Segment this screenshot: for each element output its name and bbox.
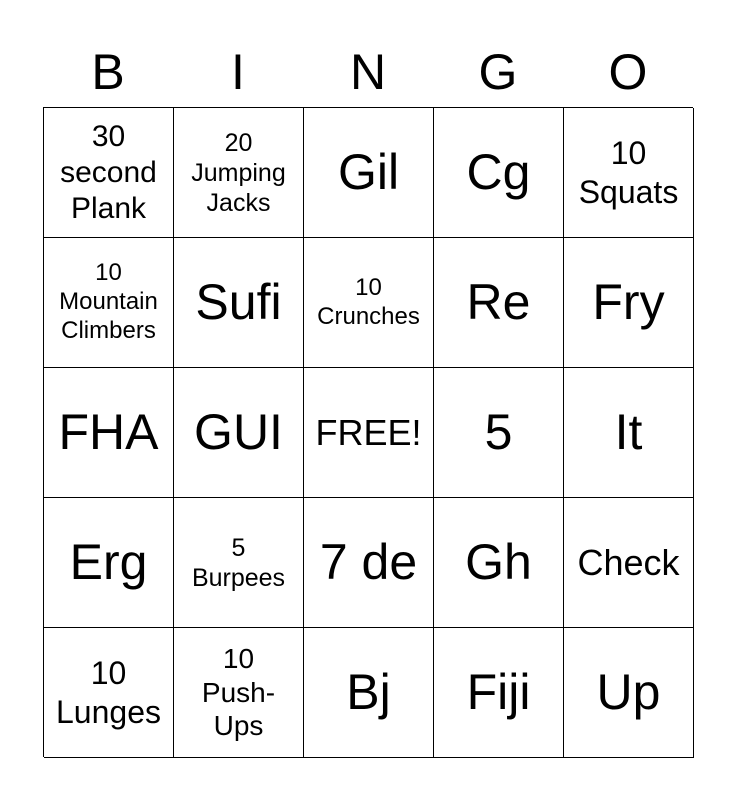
- header-letter-o: O: [608, 44, 648, 100]
- bingo-cell-r1-c4[interactable]: [564, 238, 694, 368]
- bingo-cell-r4-c2[interactable]: [304, 628, 434, 758]
- cell-text: Fry: [592, 274, 665, 330]
- bingo-cell-r1-c3[interactable]: [434, 238, 564, 368]
- cell-text: 10 Push- Ups: [201, 643, 276, 742]
- cell-text: Check: [577, 541, 680, 583]
- bingo-cell-r1-c2[interactable]: [304, 238, 434, 368]
- cell-text: 10 Lunges: [56, 655, 161, 730]
- bingo-cell-r3-c0[interactable]: [44, 498, 174, 628]
- bingo-cell-r0-c2[interactable]: [304, 108, 434, 238]
- cell-text: 10 Mountain Climbers: [59, 259, 158, 344]
- bingo-cell-r4-c1[interactable]: [174, 628, 304, 758]
- header-letter-b: B: [91, 44, 125, 100]
- cell-text: Cg: [466, 144, 531, 200]
- cell-text: 30 second Plank: [60, 119, 157, 225]
- cell-text: Bj: [346, 664, 391, 720]
- cell-text: Sufi: [195, 274, 282, 330]
- bingo-cell-r2-c3[interactable]: [434, 368, 564, 498]
- bingo-cell-r0-c4[interactable]: [564, 108, 694, 238]
- cell-text: Gh: [465, 534, 532, 590]
- header-letter-i: I: [231, 44, 245, 100]
- cell-text: FREE!: [315, 411, 422, 453]
- bingo-cell-r4-c4[interactable]: [564, 628, 694, 758]
- cell-text: It: [614, 404, 643, 460]
- cell-text: FHA: [58, 404, 159, 460]
- cell-text: 5: [484, 404, 513, 460]
- cell-text: GUI: [194, 404, 283, 460]
- header-letter-g: G: [478, 44, 518, 100]
- cell-text: Fiji: [466, 664, 531, 720]
- bingo-cell-r3-c4[interactable]: [564, 498, 694, 628]
- bingo-header: [43, 36, 693, 108]
- bingo-cell-r2-c4[interactable]: [564, 368, 694, 498]
- bingo-cell-r0-c1[interactable]: [174, 108, 304, 238]
- bingo-cell-r1-c0[interactable]: [44, 238, 174, 368]
- bingo-cell-r1-c1[interactable]: [174, 238, 304, 368]
- cell-text: 10 Squats: [578, 135, 679, 210]
- header-letter-n: N: [349, 44, 387, 100]
- bingo-cell-r0-c3[interactable]: [434, 108, 564, 238]
- bingo-cell-r2-c0[interactable]: [44, 368, 174, 498]
- cell-text: 5 Burpees: [191, 533, 286, 592]
- bingo-cell-r2-c1[interactable]: [174, 368, 304, 498]
- bingo-cell-r0-c0[interactable]: [44, 108, 174, 238]
- cell-text: 20 Jumping Jacks: [191, 128, 286, 217]
- cell-text: Re: [466, 274, 531, 330]
- cell-text: Gil: [337, 144, 400, 200]
- cell-text: Up: [596, 664, 661, 720]
- bingo-cell-r3-c2[interactable]: [304, 498, 434, 628]
- bingo-cell-r3-c3[interactable]: [434, 498, 564, 628]
- cell-text: Erg: [69, 534, 148, 590]
- bingo-cell-r3-c1[interactable]: [174, 498, 304, 628]
- bingo-board: [43, 107, 693, 757]
- bingo-cell-free[interactable]: [304, 368, 434, 498]
- bingo-cell-r4-c3[interactable]: [434, 628, 564, 758]
- cell-text: 7 de: [319, 534, 418, 590]
- cell-text: 10 Crunches: [317, 273, 420, 330]
- bingo-cell-r4-c0[interactable]: [44, 628, 174, 758]
